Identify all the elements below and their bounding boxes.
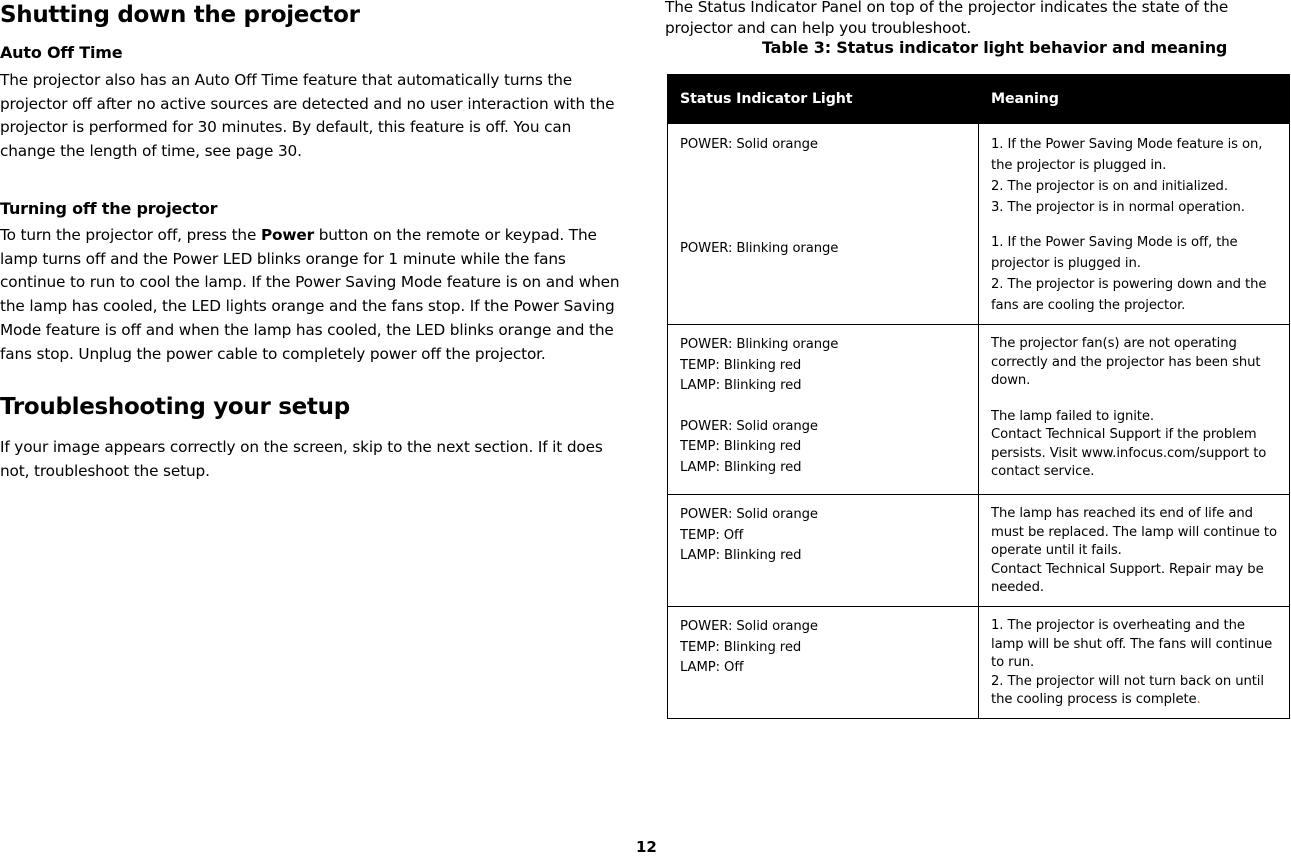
- header-meaning: Meaning: [979, 75, 1290, 124]
- heading-auto-off-time: Auto Off Time: [0, 43, 123, 62]
- status-panel-intro: The Status Indicator Panel on top of the projector indicates the state of the projector and can help you troubleshoot.: [665, 0, 1229, 37]
- power-button-term: Power: [260, 226, 314, 244]
- status-light-cell: POWER: Blinking orange TEMP: Blinking red LAMP: Blinking red POWER: Solid orange TEMP: Blinking red LAMP: Blinking red: [668, 325, 979, 495]
- status-light-cell: POWER: Solid orange POWER: Blinking orange: [668, 124, 979, 325]
- table-row: [668, 124, 1290, 325]
- table-caption: Table 3: Status indicator light behavior and meaning: [762, 38, 1228, 57]
- meaning-cell: The lamp has reached its end of life and must be replaced. The lamp will continue to operate until it fails. Contact Technical Support. Repair may be needed.: [979, 495, 1290, 607]
- turning-off-paragraph: To turn the projector off, press the Power button on the remote or keypad. The lamp turns off and the Power LED blinks orange for 1 minute while the fans continue to run to cool the lamp. If the Power Saving Mode feature is on and when the lamp has cooled, the LED lights orange and the fans stop. If the Power Saving Mode feature is off and when the lamp has cooled, the LED blinks orange and the fans stop. Unplug the power cable to completely power off the projector.: [0, 226, 620, 363]
- heading-shutting-down: Shutting down the projector: [0, 2, 360, 28]
- heading-troubleshooting: Troubleshooting your setup: [0, 394, 350, 420]
- meaning-cell: 1. The projector is overheating and the lamp will be shut off. The fans will continue to run. 2. The projector will not turn back on until the cooling process is complete.: [979, 607, 1290, 719]
- table-row: [668, 607, 1290, 719]
- end-mark: .: [1196, 692, 1201, 707]
- auto-off-paragraph: The projector also has an Auto Off Time feature that automatically turns the projector off after no active sources are detected and no user interaction with the projector is performed for 30 minutes. By default, this feature is off. You can change the length of time, see page 30.: [0, 71, 615, 161]
- table-header-row: [668, 75, 1290, 124]
- meaning-cell: The projector fan(s) are not operating correctly and the projector has been shut down. The lamp failed to ignite. Contact Technical Support if the problem persists. Visit www.infocus.com/support to contact service.: [979, 325, 1290, 495]
- status-indicator-table: [667, 74, 1290, 719]
- table-row: [668, 495, 1290, 607]
- table-row: [668, 325, 1290, 495]
- status-light-cell: POWER: Solid orange TEMP: Off LAMP: Blinking red: [668, 495, 979, 607]
- heading-turning-off: Turning off the projector: [0, 199, 218, 218]
- status-light-cell: POWER: Solid orange TEMP: Blinking red LAMP: Off: [668, 607, 979, 719]
- header-status-indicator-light: Status Indicator Light: [668, 75, 979, 124]
- troubleshooting-paragraph: If your image appears correctly on the screen, skip to the next section. If it does not, troubleshoot the setup.: [0, 438, 603, 480]
- page-number: 12: [636, 838, 657, 856]
- meaning-cell: 1. If the Power Saving Mode feature is on, the projector is plugged in. 2. The projector is on and initialized. 3. The projector is in normal operation. 1. If the Power Saving Mode is off, the projector is plugged in. 2. The projector is powering down and the fans are cooling the projector.: [979, 124, 1290, 325]
